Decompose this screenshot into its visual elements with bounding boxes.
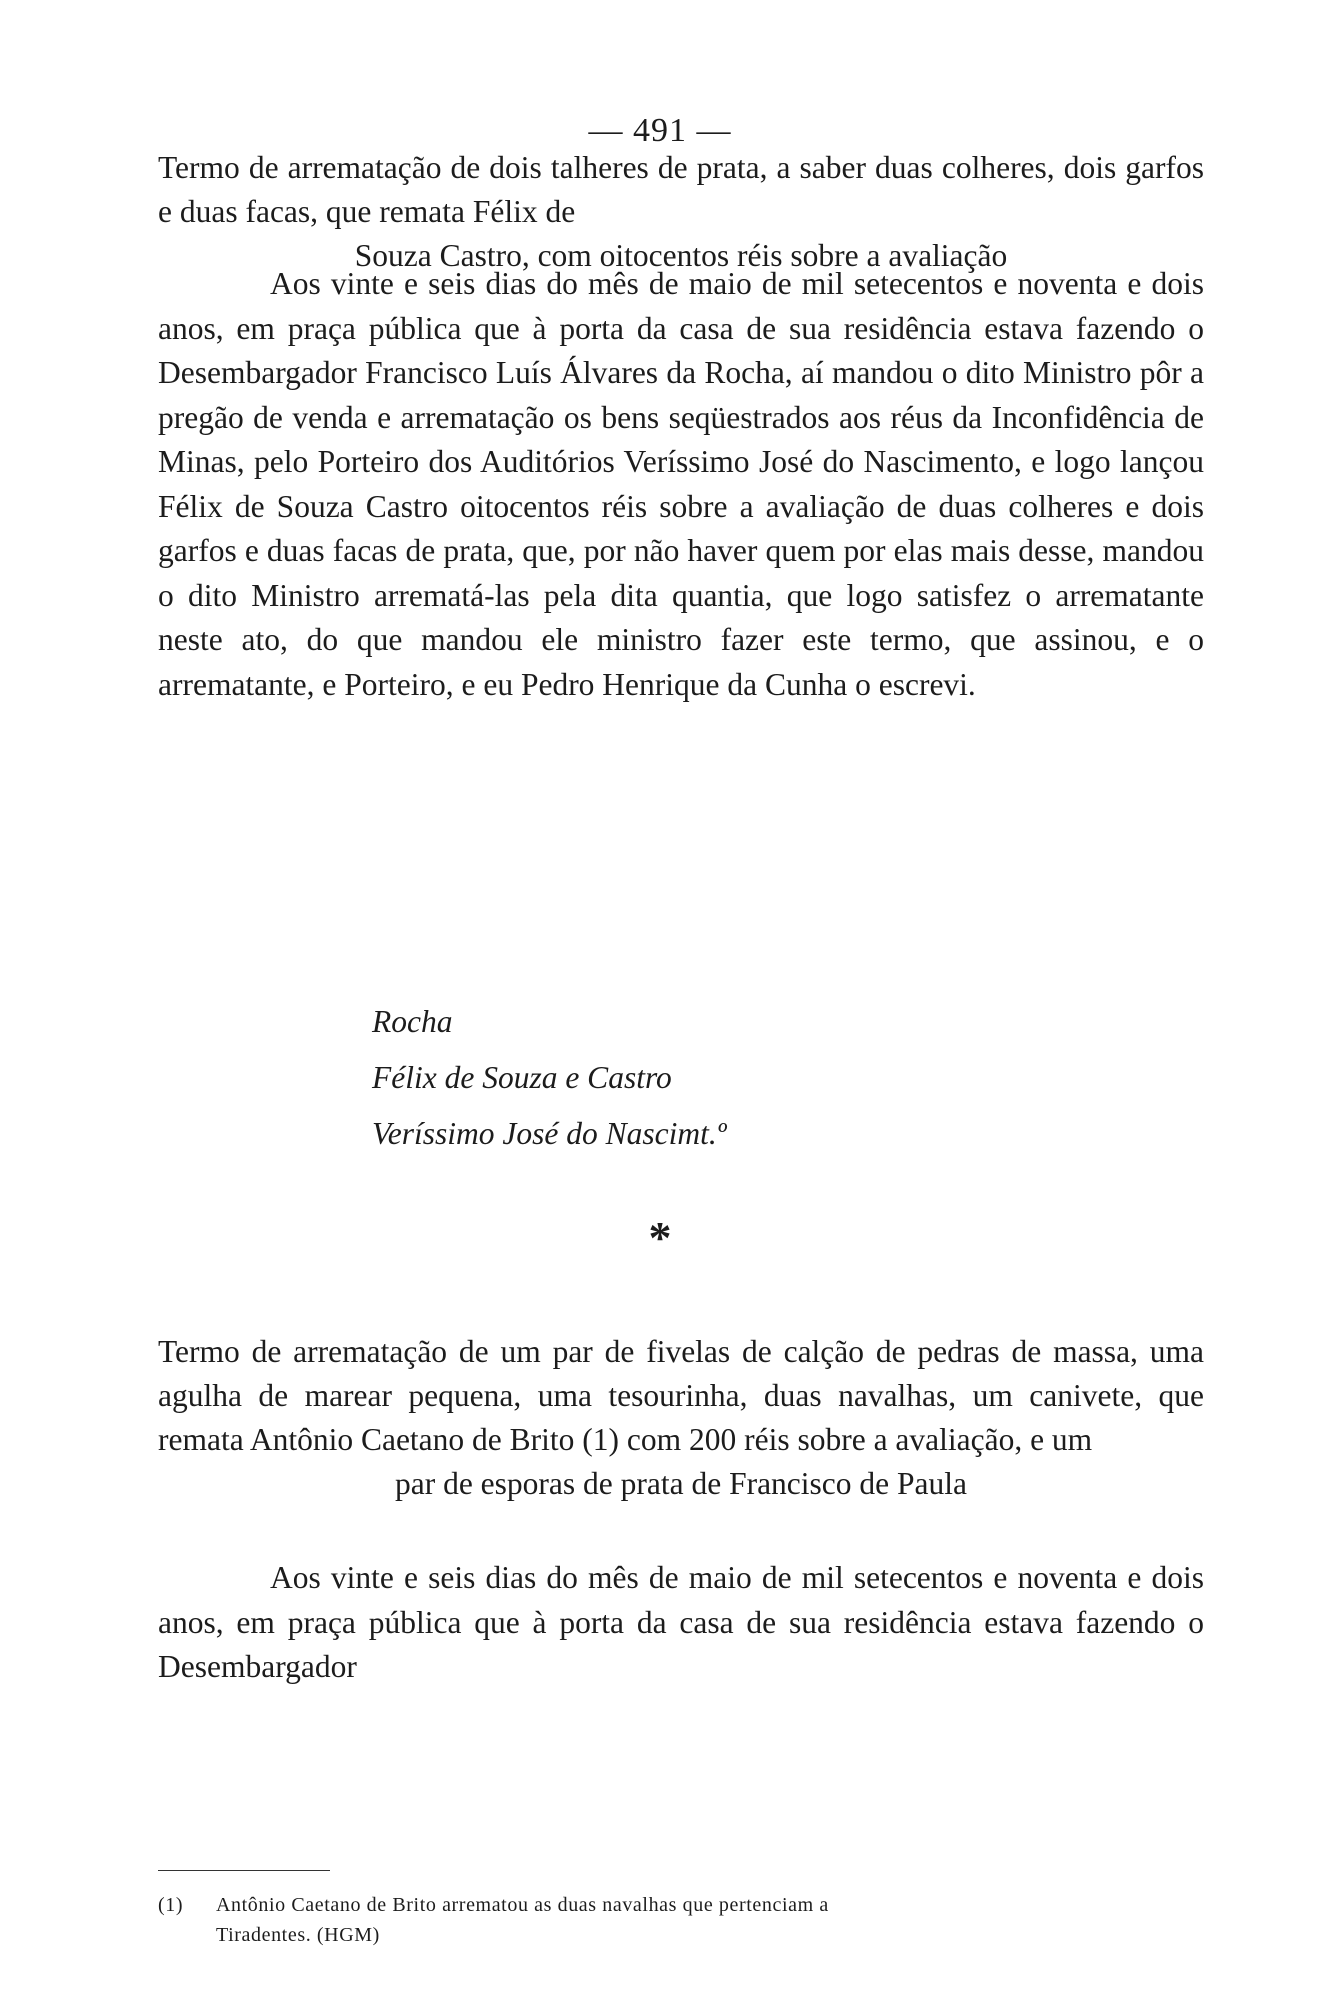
section-1-title	[158, 146, 1204, 278]
signature-block	[372, 994, 727, 1162]
section-1-title-line-2: Souza Castro, com oitocentos réis sobre a avaliação	[354, 238, 1008, 273]
section-separator-asterisk: *	[648, 1212, 672, 1263]
footnote-text-line-1: Antônio Caetano de Brito arrematou as duas navalhas que pertenciam a	[216, 1894, 829, 1916]
footnote-divider	[158, 1870, 330, 1871]
footnote	[158, 1890, 1204, 1950]
section-2-paragraph: Aos vinte e seis dias do mês de maio de mil setecentos e noventa e dois anos, em praça pública que à porta da casa de sua residência estava fazendo o Desembargador	[158, 1560, 1204, 1684]
section-2-title	[158, 1330, 1204, 1506]
footnote-marker: (1)	[158, 1894, 184, 1916]
section-2-title-line-1: Termo de arrematação de um par de fivelas de calção de pedras de massa, uma agulha de marear pequena, uma tesourinha, duas navalhas, um canivete, que remata Antônio Caetano de Brito (1) com 200 réis sobre a avaliação, e um	[158, 1334, 1204, 1457]
section-1-title-line-1: Termo de arrematação de dois talheres de prata, a saber duas colheres, dois garfos e duas facas, que remata Félix de	[158, 150, 1204, 229]
page-number: — 491 —	[588, 112, 732, 149]
section-1-paragraph: Aos vinte e seis dias do mês de maio de mil setecentos e noventa e dois anos, em praça pública que à porta da casa de sua residência estava fazendo o Desembargador Francisco Luís Álvares da Rocha, aí mandou o dito Ministro pôr a pregão de venda e arrematação os bens seqüestrados aos réus da Inconfidência de Minas, pelo Porteiro dos Auditórios Veríssimo José do Nascimento, e logo lançou Félix de Souza Castro oitocentos réis sobre a avaliação de duas colheres e dois garfos e duas facas de prata, que, por não haver quem por elas mais desse, mandou o dito Ministro arrematá-las pela dita quantia, que logo satisfez o arrematante neste ato, do que mandou ele ministro fazer este termo, que assinou, e o arrematante, e Porteiro, e eu Pedro Henrique da Cunha o escrevi.	[158, 266, 1204, 702]
signature-verissimo: Veríssimo José do Nascimt.º	[372, 1116, 727, 1151]
footnote-text-line-2: Tiradentes. (HGM)	[216, 1924, 380, 1946]
signature-rocha: Rocha	[372, 1004, 453, 1039]
signature-felix: Félix de Souza e Castro	[372, 1060, 672, 1095]
section-2-title-line-2: par de esporas de prata de Francisco de Paula	[394, 1466, 967, 1501]
